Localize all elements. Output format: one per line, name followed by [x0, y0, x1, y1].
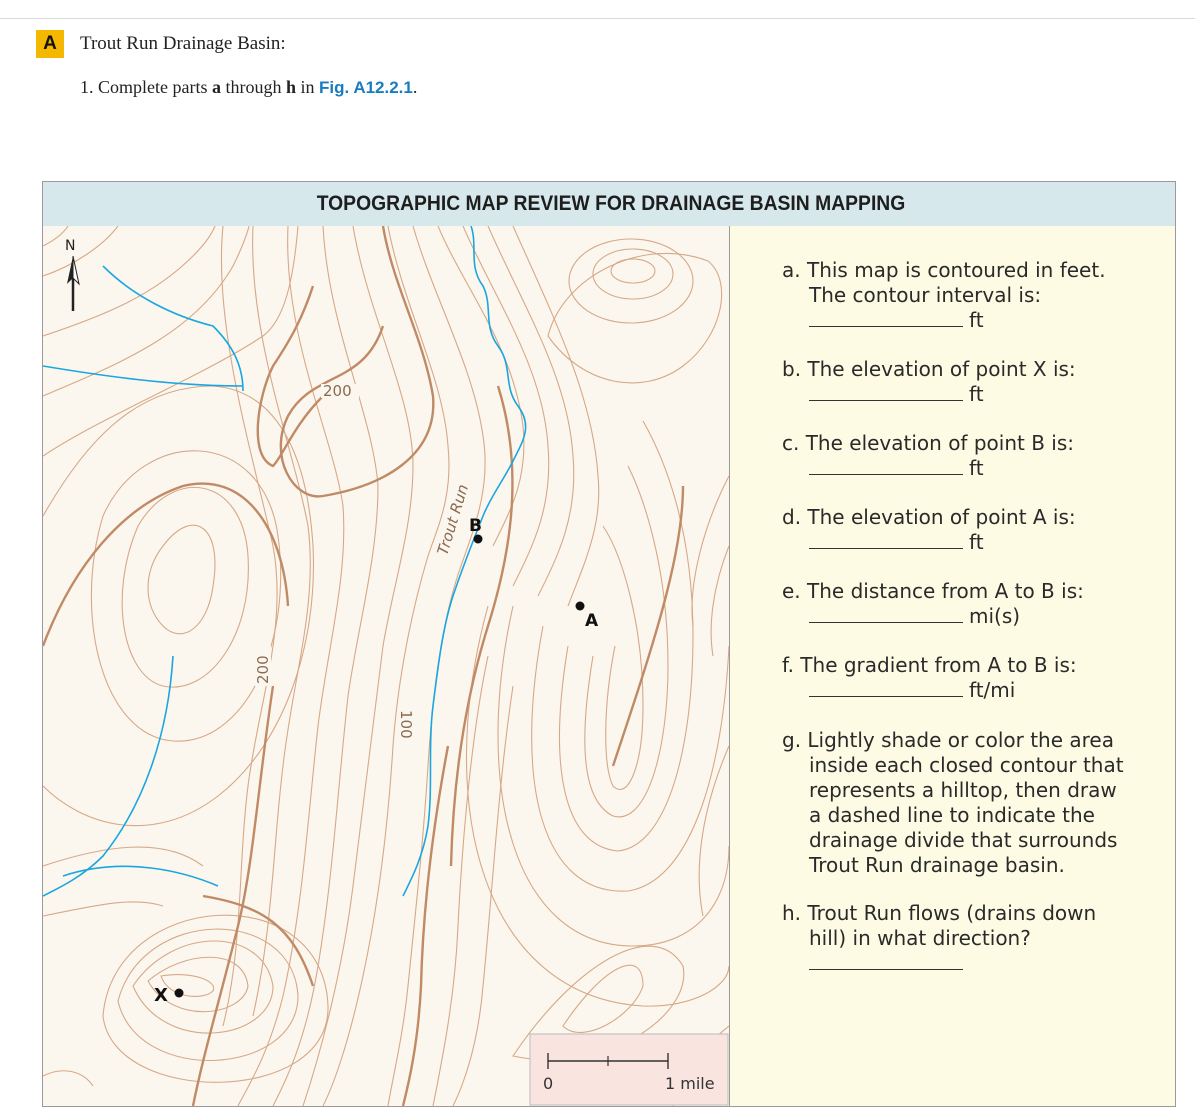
- answer-d-blank[interactable]: [809, 530, 963, 549]
- question-1-part-a: a: [211, 77, 221, 97]
- question-e-line-1: e. The distance from A to B is:: [782, 579, 1084, 603]
- question-g-line-3: represents a hilltop, then draw: [809, 778, 1117, 802]
- question-g-line-5: drainage divide that surrounds: [809, 828, 1118, 852]
- question-1-part-h: h: [285, 77, 296, 97]
- question-1-number: 1.: [80, 77, 94, 97]
- question-f-line-1: f. The gradient from A to B is:: [782, 653, 1077, 677]
- answer-f-blank[interactable]: [809, 678, 963, 697]
- top-rule: [0, 18, 1195, 19]
- question-c: [782, 431, 1162, 481]
- answer-c-unit: ft: [969, 456, 984, 480]
- topographic-map: [43, 226, 729, 1106]
- contour-label-200-west: 200: [254, 655, 272, 684]
- scale-bar: [530, 1034, 728, 1105]
- question-b-line-1: b. The elevation of point X is:: [782, 357, 1076, 381]
- scale-end-label: 1 mile: [665, 1074, 715, 1093]
- stream-label-trout-run: Trout Run: [433, 482, 473, 558]
- point-b-label: B: [469, 516, 482, 536]
- answer-b-blank[interactable]: [809, 382, 963, 401]
- question-g-line-4: a dashed line to indicate the: [809, 803, 1095, 827]
- questions-panel: [729, 226, 1175, 1106]
- question-1-in: in: [300, 77, 315, 97]
- question-f: [782, 653, 1162, 703]
- answer-e-blank[interactable]: [809, 604, 963, 623]
- question-1-pre: Complete parts: [98, 77, 208, 97]
- question-h-line-1: h. Trout Run flows (drains down: [782, 901, 1097, 925]
- contour-label-200-north: 200: [323, 382, 352, 400]
- topographic-map-figure: [42, 181, 1176, 1107]
- question-a: [782, 258, 1162, 333]
- question-h: [782, 901, 1162, 976]
- question-1: [80, 77, 417, 98]
- answer-b-unit: ft: [969, 382, 984, 406]
- question-g-line-2: inside each closed contour that: [809, 753, 1124, 777]
- answer-c-blank[interactable]: [809, 456, 963, 475]
- point-x-label: X: [154, 985, 168, 1006]
- answer-f-unit: ft/mi: [969, 678, 1016, 702]
- question-c-line-1: c. The elevation of point B is:: [782, 431, 1074, 455]
- question-e: [782, 579, 1162, 629]
- question-g: [782, 728, 1162, 878]
- question-a-line-1: a. This map is contoured in feet.: [782, 258, 1106, 282]
- answer-h-blank[interactable]: [809, 951, 963, 970]
- point-a-label: A: [585, 611, 599, 631]
- section-badge: A: [36, 30, 64, 58]
- question-1-period: .: [412, 77, 418, 97]
- figure-title: TOPOGRAPHIC MAP REVIEW FOR DRAINAGE BASIN MAPPING: [316, 192, 906, 215]
- section-title: Trout Run Drainage Basin:: [80, 33, 286, 54]
- question-g-line-1: g. Lightly shade or color the area: [782, 728, 1114, 752]
- answer-e-unit: mi(s): [969, 604, 1021, 628]
- figure-reference-link[interactable]: Fig. A12.2.1: [319, 78, 413, 97]
- question-1-through: through: [225, 77, 282, 97]
- contour-label-100: 100: [397, 710, 415, 739]
- scale-start-label: 0: [543, 1074, 554, 1093]
- question-a-line-2: The contour interval is:: [809, 283, 1042, 307]
- north-label: N: [65, 238, 76, 254]
- answer-d-unit: ft: [969, 530, 984, 554]
- question-d-line-1: d. The elevation of point A is:: [782, 505, 1076, 529]
- question-b: [782, 357, 1162, 407]
- question-d: [782, 505, 1162, 555]
- question-h-line-2: hill) in what direction?: [809, 926, 1031, 950]
- answer-a-blank[interactable]: [809, 308, 963, 327]
- answer-a-unit: ft: [969, 308, 984, 332]
- question-g-line-6: Trout Run drainage basin.: [809, 853, 1065, 877]
